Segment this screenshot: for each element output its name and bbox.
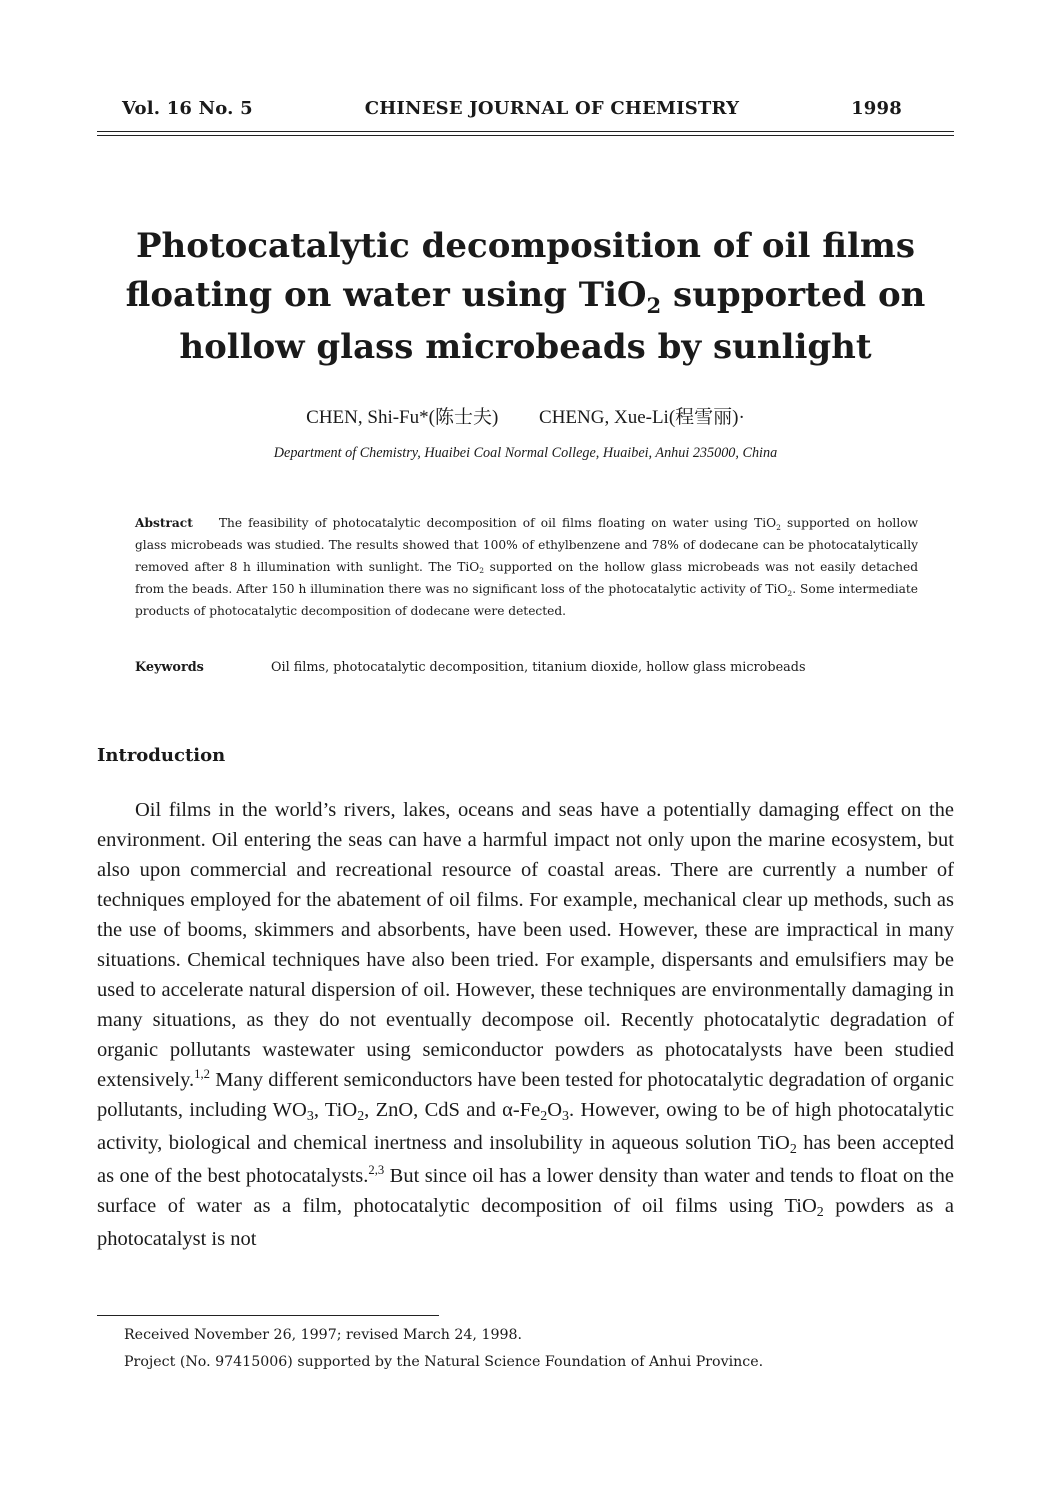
chem-subscript: 2: [816, 1205, 824, 1221]
title-line-3: hollow glass microbeads by sunlight: [179, 327, 872, 367]
citation-ref: 1,2: [194, 1067, 211, 1082]
title-line-2: [97, 271, 954, 323]
chem-subscript: 3: [562, 1109, 569, 1125]
intro-text: , TiO: [313, 1099, 358, 1121]
journal-name: CHINESE JOURNAL OF CHEMISTRY: [364, 98, 740, 119]
intro-text: has been accepted as one of the best photocatalysts.: [97, 1132, 954, 1187]
abstract-text-part: . Some intermediate products of photocatalytic decomposition of dodecane were detected.: [135, 581, 919, 619]
abstract-text-part: supported on hollow glass microbeads was studied. The results showed that 100% of ethylbenzene and 78% of dodecane can be photocatalytically removed after 8 h illumination with sunlight. The TiO: [135, 516, 918, 574]
keywords-label: Keywords: [135, 660, 204, 675]
introduction-paragraph: [97, 795, 954, 1254]
section-heading-introduction: Introduction: [97, 745, 226, 766]
intro-text: . However, owing to be of high photocatalytic activity, biological and chemical inertness and insolubility in aqueous solution TiO: [97, 1099, 954, 1154]
author-list: [97, 402, 954, 429]
abstract-text-part: The feasibility of photocatalytic decomposition of oil films floating on water using TiO: [218, 516, 777, 530]
abstract-text-part: supported on the hollow glass microbeads was not easily detached from the beads. After 150 h illumination there was no significant loss of the photocatalytic activity of TiO: [135, 559, 918, 596]
article-title: [97, 222, 954, 372]
keywords: [135, 660, 918, 675]
intro-text: Oil films in the world’s rivers, lakes, oceans and seas have a potentially damaging effect on the environment. Oil entering the seas can have a harmful impact not only upon the marine ecosystem, but also upon commercial and recreational resource of coastal areas. There are currently a number of techniques employed for the abatement of oil films. For example, mechanical clear up methods, such as the use of booms, skimmers and absorbents, have been used. However, these are impractical in many situations. Chemical techniques have also been tried. For example, dispersants and emulsifiers may be used to accelerate natural dispersion of oil. However, these techniques are environmentally damaging in many situations, as they do not eventually decompose oil. Recently photocatalytic degradation of organic pollutants wastewater using semiconductor powders as photocatalysts have been studied extensively.: [97, 799, 954, 1091]
intro-text: Many different semiconductors have been tested for photocatalytic degradation of organic pollutants, including WO: [97, 1069, 954, 1121]
intro-text: But since oil has a lower density than water and tends to float on the surface of water as a film, photocatalytic decomposition of oil films using TiO: [97, 1165, 954, 1217]
running-head: [122, 98, 902, 119]
abstract-label: Abstract: [135, 516, 193, 530]
title-subscript: 2: [646, 293, 662, 319]
intro-text: powders as a photocatalyst is not: [97, 1195, 954, 1250]
chem-subscript: 2: [357, 1109, 365, 1125]
footnote-received: Received November 26, 1997; revised March 24, 1998.: [124, 1327, 523, 1343]
keywords-text: Oil films, photocatalytic decomposition, titanium dioxide, hollow glass microbeads: [271, 660, 806, 675]
affiliation: Department of Chemistry, Huaibei Coal Normal College, Huaibei, Anhui 235000, China: [273, 445, 778, 461]
title-line-1: Photocatalytic decomposition of oil films: [135, 226, 915, 266]
abstract: [135, 513, 918, 622]
chem-subscript: 3: [306, 1109, 314, 1125]
footnote-project: Project (No. 97415006) supported by the Natural Science Foundation of Anhui Province.: [124, 1354, 764, 1370]
abstract-subscript: 2: [776, 522, 781, 532]
header-rule-upper: [97, 131, 954, 132]
footnotes: [124, 1322, 954, 1376]
publication-year: 1998: [851, 98, 902, 119]
chem-subscript: 2: [540, 1109, 548, 1125]
author-chen: CHEN, Shi-Fu*(陈士夫): [306, 407, 499, 428]
volume-issue: Vol. 16 No. 5: [122, 98, 253, 119]
abstract-text: [135, 516, 918, 618]
header-rule-lower: [97, 135, 954, 136]
footnote-rule: [97, 1315, 439, 1316]
abstract-subscript: 2: [479, 566, 485, 576]
abstract-subscript: 2: [787, 588, 793, 598]
intro-text: O: [547, 1099, 563, 1121]
title-line-2-tail: supported on: [661, 275, 926, 315]
intro-text: , ZnO, CdS and α-Fe: [364, 1099, 541, 1121]
author-cheng: CHENG, Xue-Li(程雪丽)·: [539, 407, 745, 428]
citation-ref: 2,3: [368, 1163, 385, 1178]
title-line-2-text: floating on water using TiO: [125, 275, 647, 315]
chem-subscript: 2: [789, 1142, 797, 1158]
